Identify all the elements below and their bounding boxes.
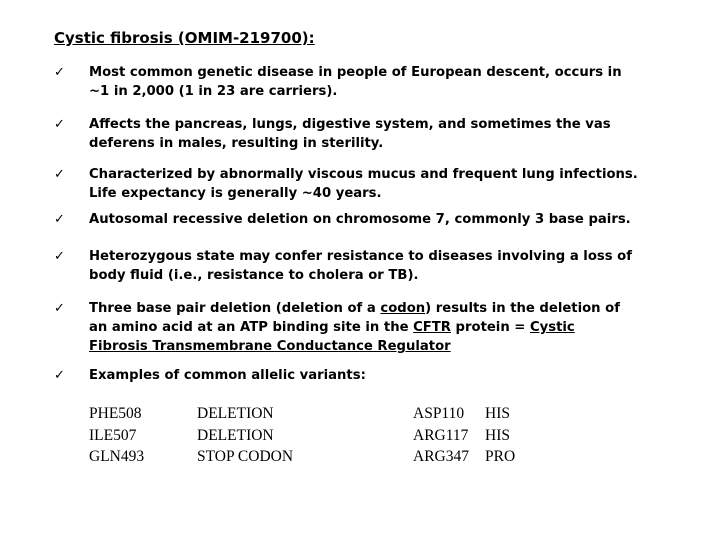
cftr-full-name: Fibrosis Transmembrane Conductance Regulator bbox=[89, 339, 451, 354]
bullet-text: Three base pair deletion (deletion of a codon) results in the deletion of an amino acid at an ATP binding site in the CFTR protein = Cystic Fibrosis Transmembrane Conductance Regulator bbox=[89, 299, 689, 356]
check-icon: ✓ bbox=[54, 117, 65, 132]
variant-type: STOP CODON bbox=[197, 448, 294, 465]
variant-code: ARG117 bbox=[413, 426, 469, 444]
variant-types-right bbox=[485, 403, 515, 468]
check-icon: ✓ bbox=[54, 249, 65, 264]
bullet-text: Characterized by abnormally viscous mucus and frequent lung infections. Life expectancy is generally ~40 years. bbox=[89, 167, 638, 201]
variant-code: ASP110 bbox=[413, 405, 465, 422]
bullet-text: Heterozygous state may confer resistance to diseases involving a loss of body fluid (i.e., resistance to cholera or TB). bbox=[89, 249, 632, 283]
variant-codes-right bbox=[413, 403, 469, 468]
bullet-text: Affects the pancreas, lungs, digestive system, and sometimes the vas deferens in males, resulting in sterility. bbox=[89, 117, 611, 151]
variant-code: GLN493 bbox=[89, 448, 145, 465]
check-icon: ✓ bbox=[54, 368, 65, 383]
page-title: Cystic fibrosis (OMIM-219700): bbox=[54, 29, 315, 47]
variant-code: ILE507 bbox=[89, 426, 137, 444]
codon-link: codon bbox=[380, 301, 426, 316]
variant-code: ARG347 bbox=[413, 448, 469, 465]
cystic-link: Cystic bbox=[529, 320, 575, 335]
variant-type: PRO bbox=[485, 448, 516, 465]
variant-type: DELETION bbox=[197, 405, 274, 422]
check-icon: ✓ bbox=[54, 167, 65, 182]
variant-codes-left bbox=[89, 403, 144, 468]
variant-type: DELETION bbox=[197, 426, 274, 444]
variant-type: HIS bbox=[485, 426, 510, 444]
bullet-text: Autosomal recessive deletion on chromosome 7, commonly 3 base pairs. bbox=[89, 212, 631, 227]
cftr-link: CFTR bbox=[413, 320, 451, 335]
variant-type: HIS bbox=[485, 405, 510, 422]
check-icon: ✓ bbox=[54, 212, 65, 227]
bullet-text: Most common genetic disease in people of European descent, occurs in ~1 in 2,000 (1 in 23 are carriers). bbox=[89, 65, 622, 99]
check-icon: ✓ bbox=[54, 65, 65, 80]
variant-code: PHE508 bbox=[89, 405, 142, 422]
variant-types-left bbox=[197, 403, 293, 468]
check-icon: ✓ bbox=[54, 301, 65, 316]
bullet-text: Examples of common allelic variants: bbox=[89, 368, 366, 383]
